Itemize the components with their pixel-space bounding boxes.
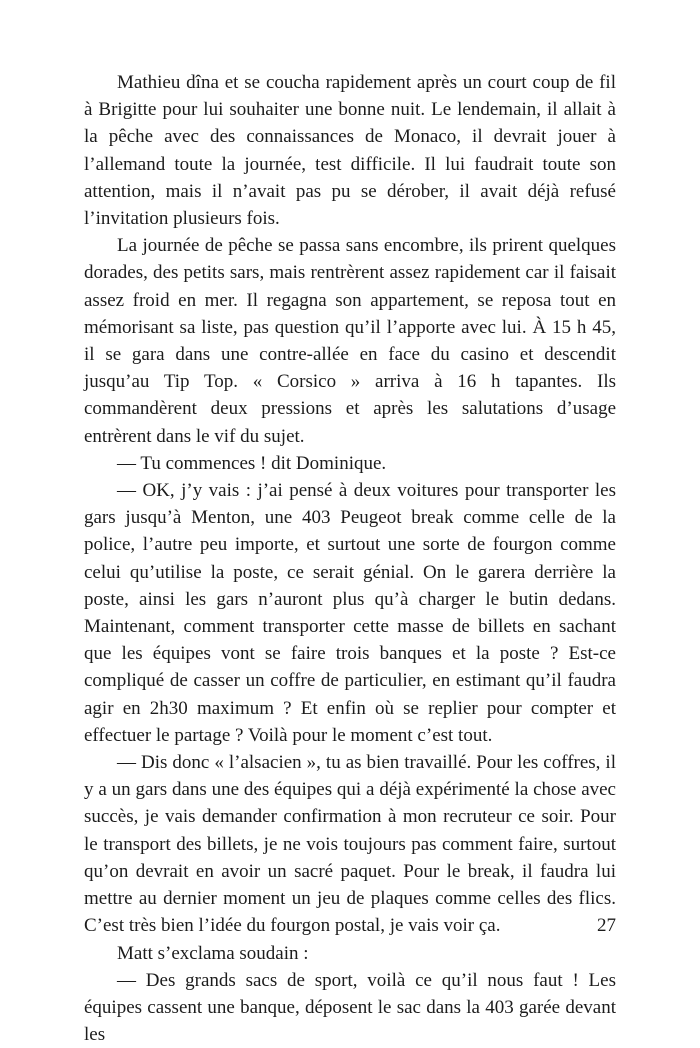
paragraph: La journée de pêche se passa sans encombre, ils prirent quelques dorades, des petits sars, mais rentrèrent assez rapidement car il faisait assez froid en mer. Il regagna son appartement, se reposa tout en mémorisant sa liste, pas question qu’il l’apporte avec lui. À 15 h 45, il se gara dans une contre-allée en face du casino et descendit jusqu’au Tip Top. « Corsico » arriva à 16 h tapantes. Ils commandèrent deux pressions et après les salutations d’usage entrèrent dans le vif du sujet. (84, 235, 616, 447)
paragraph: Mathieu dîna et se coucha rapidement après un court coup de fil à Brigitte pour lui souhaiter une bonne nuit. Le lendemain, il allait à la pêche avec des connaissances de Monaco, il devrait jouer à l’allemand toute la journée, test difficile. Il lui faudrait toute son attention, mais il n’avait pas pu se dérober, il avait déjà refusé l’invitation plusieurs fois. (84, 72, 616, 230)
paragraph: — Dis donc « l’alsacien », tu as bien travaillé. Pour les coffres, il y a un gars dans une des équipes qui a déjà expérimenté la chose avec succès, je vais demander confirmation à mon recruteur ce soir. Pour le transport des billets, je ne vois toujours pas comment faire, surtout qu’on devrait en avoir un sacré paquet. Pour le break, il faudra lui mettre au dernier moment un jeu de plaques comme celles des flics. C’est très bien l’idée du fourgon postal, je vais voir ça. (84, 752, 616, 937)
paragraph: — Tu commences ! dit Dominique. (117, 452, 387, 474)
paragraph: Matt s’exclama soudain : (117, 942, 309, 964)
page-number: 27 (597, 915, 616, 936)
paragraph: — Des grands sacs de sport, voilà ce qu’il nous faut ! Les équipes cassent une banque, déposent le sac dans la 403 garée devant les (84, 969, 616, 1046)
body-text (84, 69, 616, 1048)
paragraph: — OK, j’y vais : j’ai pensé à deux voitures pour transporter les gars jusqu’à Menton, une 403 Peugeot break comme celle de la police, l’autre peu importe, et surtout une sorte de fourgon comme celui qu’utilise la poste, ce serait génial. On le garera derrière la poste, ainsi les gars n’auront plus qu’à charger le butin dedans. Maintenant, comment transporter cette masse de billets en sachant que les équipes vont se faire trois banques et la poste ? Est-ce compliqué de casser un coffre de particulier, en estimant qu’il faudra agir en 2h30 maximum ? Et enfin où se replier pour compter et effectuer le partage ? Voilà pour le moment c’est tout. (84, 480, 616, 746)
